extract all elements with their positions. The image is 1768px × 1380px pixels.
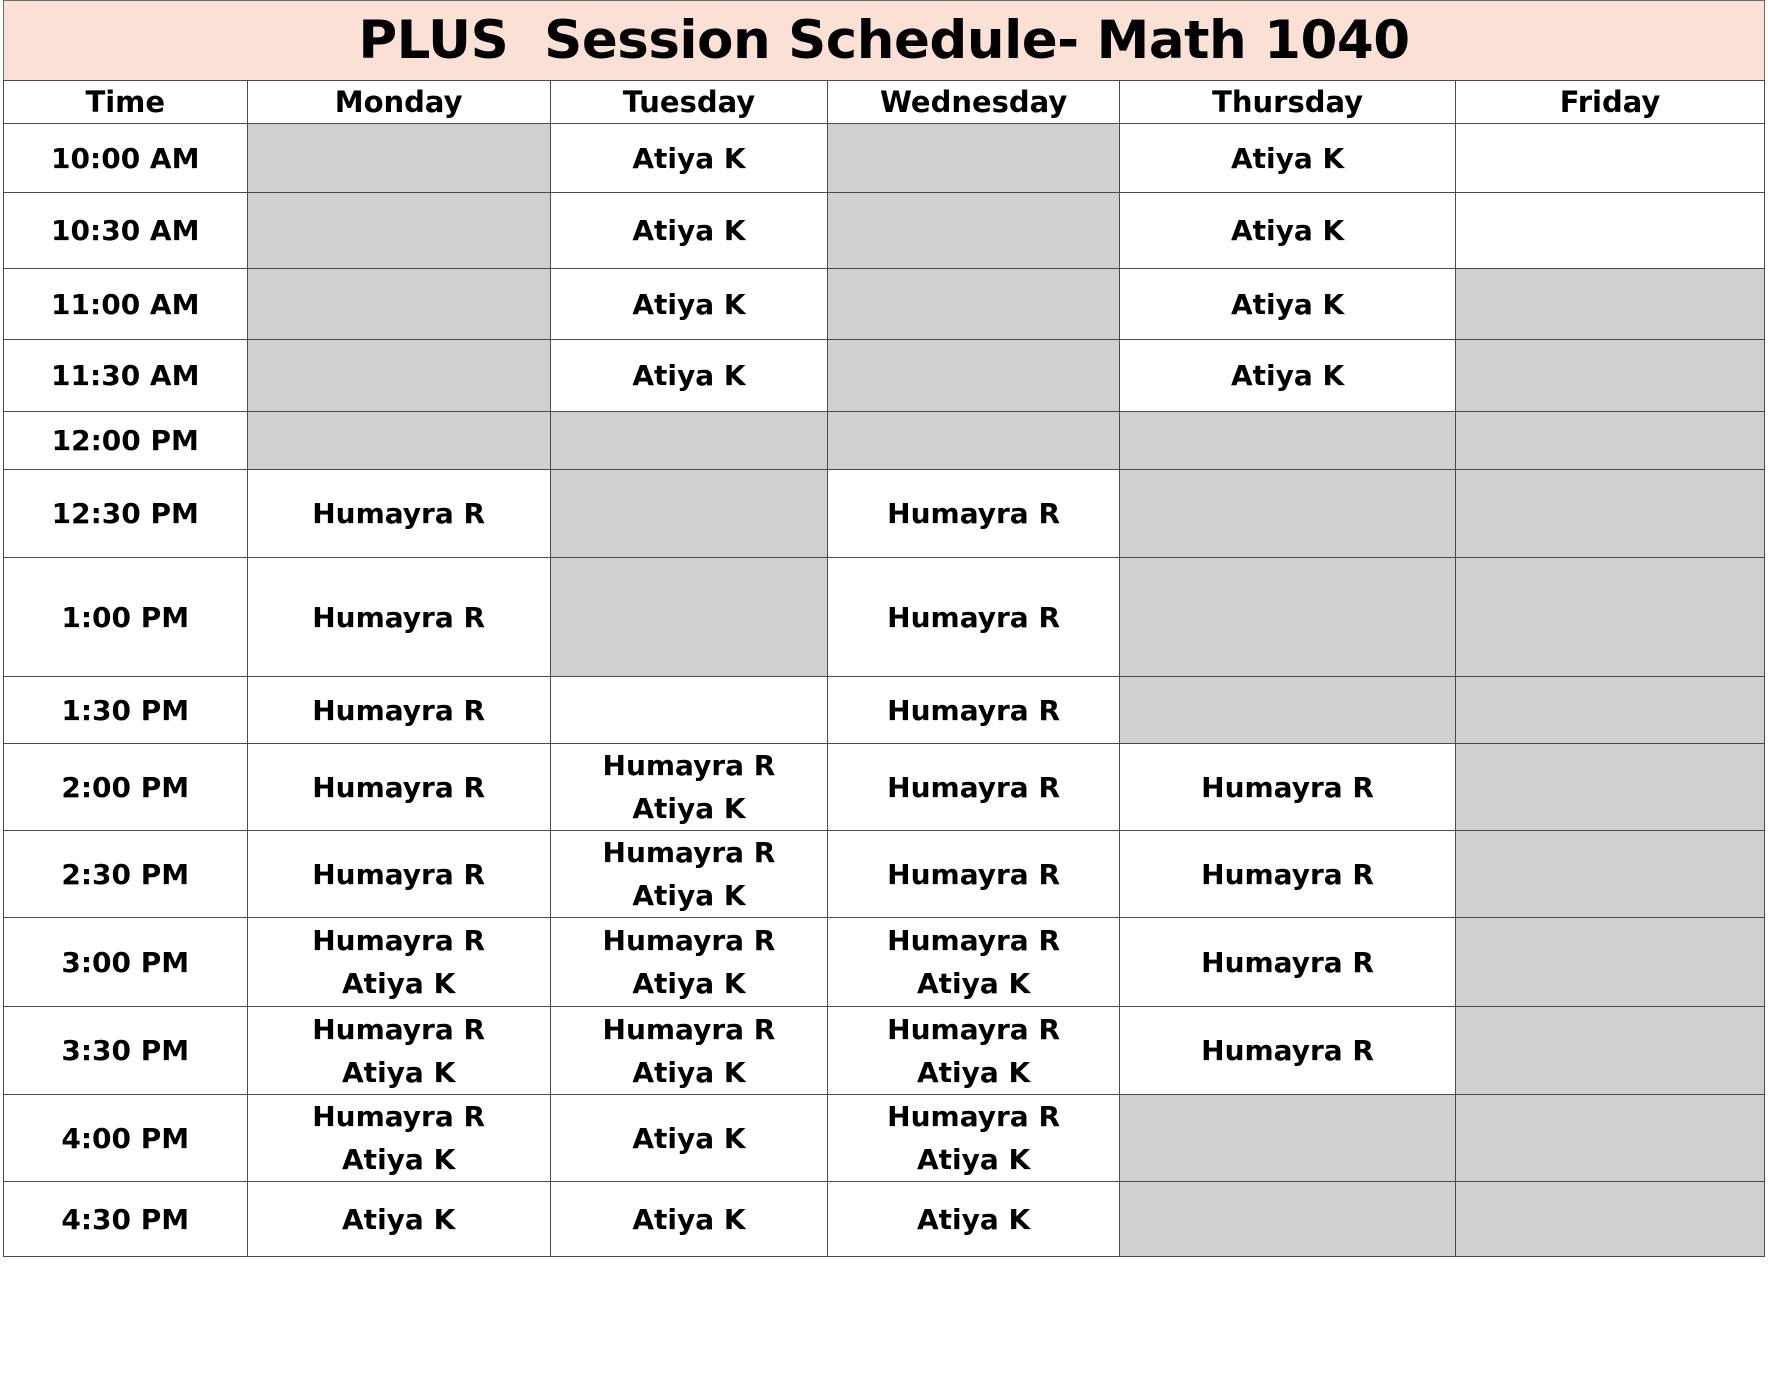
schedule-row [4, 412, 1765, 470]
session-cell-wednesday [828, 1182, 1120, 1257]
tutor-name: Humayra R [1201, 1034, 1374, 1067]
tutor-name: Atiya K [632, 214, 746, 247]
schedule-row [4, 1182, 1765, 1257]
empty-cell-friday [1456, 193, 1765, 269]
tutor-name: Atiya K [632, 967, 746, 1000]
time-slot-label: 11:30 AM [4, 340, 248, 412]
unavailable-cell-friday [1456, 677, 1765, 744]
tutor-name: Atiya K [342, 1202, 456, 1236]
time-slot-label: 2:00 PM [4, 744, 248, 831]
tutor-name: Humayra R [602, 749, 776, 782]
unavailable-cell-friday [1456, 831, 1765, 918]
column-header-thursday: Thursday [1120, 81, 1456, 124]
tutor-name: Atiya K [632, 141, 746, 175]
unavailable-cell-thursday [1120, 677, 1456, 744]
unavailable-cell-monday [247, 193, 550, 269]
unavailable-cell-friday [1456, 1095, 1765, 1182]
unavailable-cell-friday [1456, 1007, 1765, 1095]
session-cell-monday [247, 831, 550, 918]
session-cell-tuesday [550, 124, 827, 193]
tutor-name: Humayra R [887, 857, 1061, 891]
tutor-name: Atiya K [632, 1121, 746, 1155]
session-cell-tuesday [550, 1182, 827, 1257]
session-cell-monday [247, 918, 550, 1007]
tutor-name: Humayra R [312, 1012, 486, 1046]
unavailable-cell-wednesday [828, 412, 1120, 470]
time-slot-label: 10:30 AM [4, 193, 248, 269]
session-cell-tuesday [550, 1095, 827, 1182]
session-cell-thursday [1120, 918, 1456, 1007]
unavailable-cell-friday [1456, 340, 1765, 412]
tutor-name: Atiya K [632, 359, 746, 392]
session-cell-tuesday [550, 269, 827, 340]
session-cell-monday [247, 1095, 550, 1182]
schedule-row [4, 744, 1765, 831]
time-slot-label: 10:00 AM [4, 124, 248, 193]
unavailable-cell-friday [1456, 744, 1765, 831]
session-cell-monday [247, 558, 550, 677]
tutor-name: Humayra R [887, 924, 1061, 957]
unavailable-cell-tuesday [550, 558, 827, 677]
unavailable-cell-friday [1456, 558, 1765, 677]
schedule-row [4, 558, 1765, 677]
tutor-name: Humayra R [312, 770, 486, 804]
time-slot-label: 12:30 PM [4, 470, 248, 558]
time-slot-label: 11:00 AM [4, 269, 248, 340]
session-cell-tuesday [550, 744, 827, 831]
tutor-name: Humayra R [312, 693, 486, 727]
time-slot-label: 12:00 PM [4, 412, 248, 470]
unavailable-cell-thursday [1120, 412, 1456, 470]
tutor-name: Atiya K [632, 287, 746, 321]
unavailable-cell-tuesday [550, 470, 827, 558]
session-cell-thursday [1120, 744, 1456, 831]
tutor-name: Atiya K [342, 1143, 456, 1176]
session-cell-wednesday [828, 831, 1120, 918]
tutor-name: Humayra R [887, 693, 1061, 727]
time-slot-label: 1:00 PM [4, 558, 248, 677]
session-cell-thursday [1120, 269, 1456, 340]
session-cell-monday [247, 470, 550, 558]
unavailable-cell-wednesday [828, 124, 1120, 193]
schedule-row [4, 918, 1765, 1007]
schedule-row [4, 340, 1765, 412]
unavailable-cell-thursday [1120, 470, 1456, 558]
schedule-sheet [3, 0, 1765, 1257]
tutor-name: Humayra R [1201, 770, 1374, 804]
tutor-name: Atiya K [1230, 214, 1345, 247]
time-slot-label: 1:30 PM [4, 677, 248, 744]
tutor-name: Humayra R [312, 857, 486, 891]
tutor-name: Humayra R [1201, 945, 1374, 979]
tutor-name: Atiya K [916, 1202, 1031, 1236]
tutor-name: Atiya K [916, 1055, 1031, 1089]
column-header-time: Time [4, 81, 248, 124]
unavailable-cell-wednesday [828, 269, 1120, 340]
tutor-name: Humayra R [312, 924, 486, 957]
session-cell-tuesday [550, 193, 827, 269]
tutor-name: Humayra R [602, 924, 776, 957]
tutor-name: Atiya K [1230, 141, 1345, 175]
session-cell-thursday [1120, 340, 1456, 412]
column-header-friday: Friday [1456, 81, 1765, 124]
session-cell-monday [247, 677, 550, 744]
time-slot-label: 3:00 PM [4, 918, 248, 1007]
tutor-name: Atiya K [1230, 287, 1345, 321]
session-cell-wednesday [828, 744, 1120, 831]
tutor-name: Atiya K [632, 1202, 746, 1236]
tutor-name: Atiya K [916, 967, 1031, 1000]
schedule-row [4, 193, 1765, 269]
schedule-row [4, 269, 1765, 340]
session-cell-wednesday [828, 918, 1120, 1007]
unavailable-cell-friday [1456, 1182, 1765, 1257]
schedule-row [4, 677, 1765, 744]
column-header-wednesday: Wednesday [828, 81, 1120, 124]
unavailable-cell-wednesday [828, 193, 1120, 269]
session-cell-tuesday [550, 340, 827, 412]
unavailable-cell-friday [1456, 470, 1765, 558]
tutor-name: Humayra R [602, 1012, 776, 1046]
unavailable-cell-monday [247, 340, 550, 412]
session-cell-wednesday [828, 470, 1120, 558]
schedule-row [4, 124, 1765, 193]
tutor-name: Atiya K [342, 1055, 456, 1089]
time-slot-label: 2:30 PM [4, 831, 248, 918]
session-cell-wednesday [828, 1095, 1120, 1182]
session-cell-tuesday [550, 1007, 827, 1095]
session-cell-thursday [1120, 124, 1456, 193]
tutor-name: Humayra R [887, 600, 1061, 634]
tutor-name: Atiya K [632, 879, 746, 912]
time-slot-label: 3:30 PM [4, 1007, 248, 1095]
tutor-name: Humayra R [1201, 857, 1374, 891]
tutor-name: Humayra R [312, 600, 486, 634]
schedule-body [4, 124, 1765, 1257]
session-cell-tuesday [550, 831, 827, 918]
unavailable-cell-friday [1456, 412, 1765, 470]
session-cell-wednesday [828, 558, 1120, 677]
unavailable-cell-thursday [1120, 1095, 1456, 1182]
session-cell-monday [247, 744, 550, 831]
tutor-name: Humayra R [887, 1100, 1061, 1133]
session-cell-thursday [1120, 193, 1456, 269]
unavailable-cell-monday [247, 269, 550, 340]
tutor-name: Humayra R [312, 1100, 486, 1133]
session-cell-thursday [1120, 831, 1456, 918]
session-cell-wednesday [828, 1007, 1120, 1095]
session-cell-wednesday [828, 677, 1120, 744]
tutor-name: Humayra R [887, 497, 1061, 530]
schedule-row [4, 470, 1765, 558]
empty-cell-tuesday [550, 677, 827, 744]
tutor-name: Atiya K [1230, 359, 1345, 392]
tutor-name: Atiya K [632, 1055, 746, 1089]
unavailable-cell-monday [247, 412, 550, 470]
column-header-monday: Monday [247, 81, 550, 124]
tutor-name: Atiya K [916, 1143, 1031, 1176]
unavailable-cell-friday [1456, 918, 1765, 1007]
empty-cell-friday [1456, 124, 1765, 193]
tutor-name: Atiya K [632, 792, 746, 825]
session-cell-monday [247, 1182, 550, 1257]
schedule-title: PLUS Session Schedule- Math 1040 [3, 0, 1765, 80]
column-header-tuesday: Tuesday [550, 81, 827, 124]
schedule-row [4, 831, 1765, 918]
tutor-name: Atiya K [342, 967, 456, 1000]
time-slot-label: 4:30 PM [4, 1182, 248, 1257]
schedule-table [3, 80, 1765, 1257]
tutor-name: Humayra R [887, 1012, 1061, 1046]
tutor-name: Humayra R [887, 770, 1061, 804]
unavailable-cell-friday [1456, 269, 1765, 340]
unavailable-cell-thursday [1120, 1182, 1456, 1257]
tutor-name: Humayra R [602, 836, 776, 869]
unavailable-cell-thursday [1120, 558, 1456, 677]
tutor-name: Humayra R [312, 497, 486, 530]
unavailable-cell-wednesday [828, 340, 1120, 412]
unavailable-cell-tuesday [550, 412, 827, 470]
schedule-row [4, 1007, 1765, 1095]
session-cell-monday [247, 1007, 550, 1095]
schedule-row [4, 1095, 1765, 1182]
session-cell-thursday [1120, 1007, 1456, 1095]
time-slot-label: 4:00 PM [4, 1095, 248, 1182]
unavailable-cell-monday [247, 124, 550, 193]
session-cell-tuesday [550, 918, 827, 1007]
header-row [4, 81, 1765, 124]
